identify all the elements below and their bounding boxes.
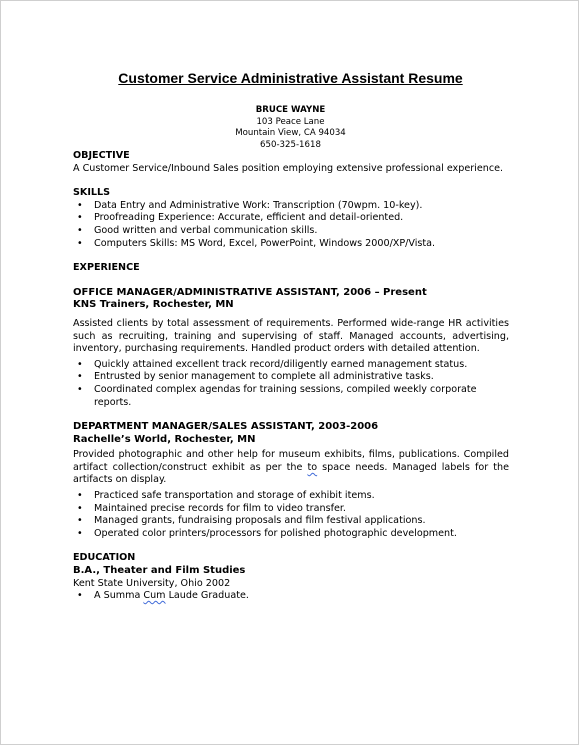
bullet-icon: • xyxy=(77,237,83,249)
list-item: • Data Entry and Administrative Work: Transcription (70wpm. 10-key). xyxy=(77,199,423,211)
contact-address-line1: 103 Peace Lane xyxy=(256,116,325,127)
list-item: • Computers Skills: MS Word, Excel, PowerPoint, Windows 2000/XP/Vista. xyxy=(77,237,436,249)
education-bullets xyxy=(73,590,509,603)
skills-list xyxy=(73,200,509,250)
list-item: • Practiced safe transportation and storage of exhibit items. xyxy=(77,490,375,502)
bullet-icon: • xyxy=(77,502,83,514)
list-item: • Quickly attained excellent track record/diligently earned management status. xyxy=(77,358,468,370)
resume-title: Customer Service Administrative Assistant Resume xyxy=(118,70,463,86)
list-item: • Operated color printers/processors for polished photographic development. xyxy=(77,527,457,539)
bullet-icon: • xyxy=(77,224,83,236)
education-heading: EDUCATION xyxy=(73,552,136,564)
bullet-icon: • xyxy=(77,199,83,211)
bullet-icon: • xyxy=(77,490,83,502)
spellcheck-flag: Cum xyxy=(143,590,166,602)
bullet-icon: • xyxy=(77,212,83,224)
job-bullets xyxy=(73,490,509,540)
job-title: OFFICE MANAGER/ADMINISTRATIVE ASSISTANT, 2006 – Present xyxy=(73,286,427,298)
bullet-icon: • xyxy=(77,358,83,370)
job-description: Assisted clients by total assessment of requirements. Performed wide-range HR activities such as recruiting, training and supervising of staff. Managed accounts, advertising, inventory, purchasing requirements. Handled product orders with detailed attention. xyxy=(73,317,509,355)
bullet-icon: • xyxy=(77,515,83,527)
contact-block xyxy=(1,105,579,151)
skills-heading: SKILLS xyxy=(73,187,111,199)
education-school: Kent State University, Ohio 2002 xyxy=(73,577,231,589)
spellcheck-flag: to xyxy=(307,461,318,473)
bullet-icon: • xyxy=(77,371,83,383)
experience-heading: EXPERIENCE xyxy=(73,262,140,274)
list-item: • Good written and verbal communication skills. xyxy=(77,224,318,236)
list-item: • A Summa Cum Laude Graduate. xyxy=(77,590,249,602)
job-bullets xyxy=(73,359,509,409)
list-item: • Entrusted by senior management to complete all administrative tasks. xyxy=(77,371,434,383)
contact-name: BRUCE WAYNE xyxy=(255,105,326,115)
job-title: DEPARTMENT MANAGER/SALES ASSISTANT, 2003-2006 xyxy=(73,421,379,433)
list-item: • Managed grants, fundraising proposals and film festival applications. xyxy=(77,515,426,527)
job-company: KNS Trainers, Rochester, MN xyxy=(73,299,234,311)
job-company: Rachelle’s World, Rochester, MN xyxy=(73,433,256,445)
list-item: • Maintained precise records for film to video transfer. xyxy=(77,502,346,514)
contact-address-line2: Mountain View, CA 94034 xyxy=(235,128,346,139)
job-description: Provided photographic and other help for museum exhibits, films, publications. Compiled artifact collection/construct exhibit as per the to space needs. Managed labels for the artifacts on display. xyxy=(73,449,509,486)
resume-body xyxy=(73,150,509,603)
contact-phone: 650-325-1618 xyxy=(260,139,321,150)
list-item: • Coordinated complex agendas for training sessions, compiled weekly corporate reports. xyxy=(77,383,477,408)
education-degree: B.A., Theater and Film Studies xyxy=(73,565,246,577)
bullet-icon: • xyxy=(77,590,83,602)
objective-heading: OBJECTIVE xyxy=(73,150,130,161)
bullet-icon: • xyxy=(77,527,83,539)
bullet-icon: • xyxy=(77,383,83,395)
list-item: • Proofreading Experience: Accurate, efficient and detail-oriented. xyxy=(77,212,404,224)
objective-text: A Customer Service/Inbound Sales position employing extensive professional experience. xyxy=(73,162,504,174)
